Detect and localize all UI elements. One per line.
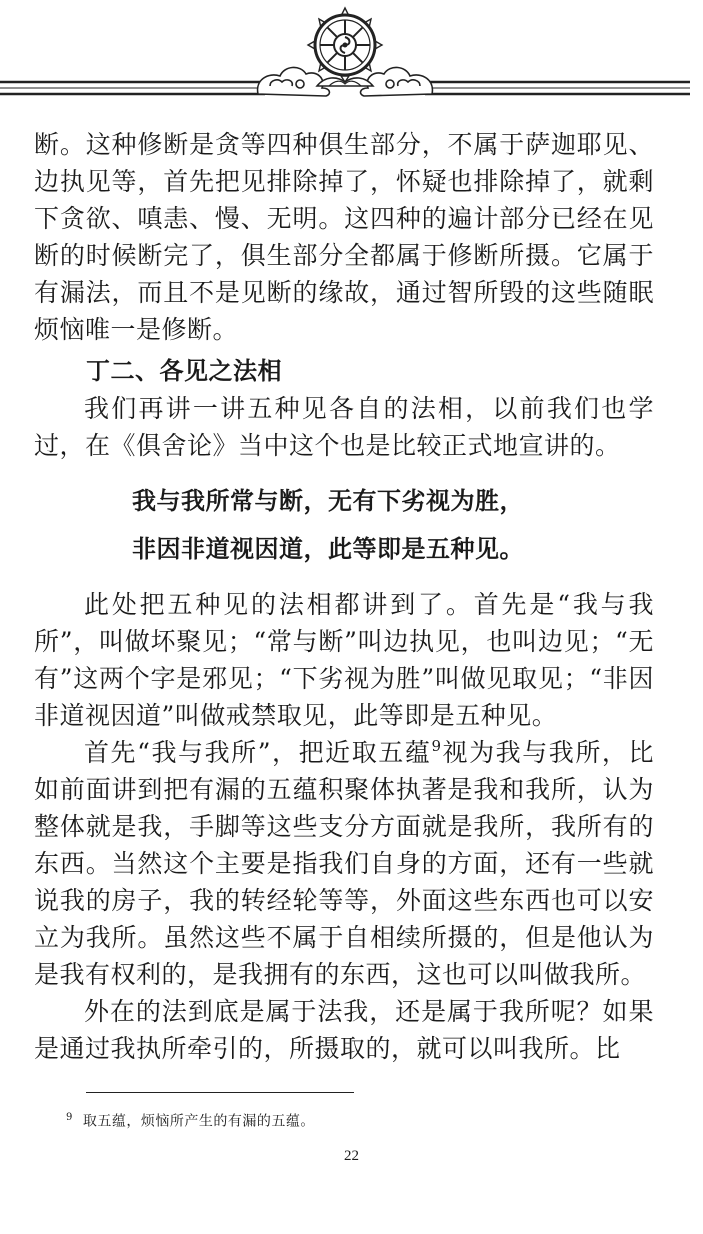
dharma-wheel-icon: [308, 8, 382, 86]
paragraph-4-part-2: 视为我与我所，比如前面讲到把有漏的五蕴积聚体执著是我和我所，认为整体就是我，手脚等这些支分方面就是我所，我所有的东西。当然这个主要是指我们自身的方面，还有一些就说我的房子，我的转经轮等等，外面这些东西也可以安立为我所。虽然这些不属于自相续所摄的，但是他认为是我有权利的，是我拥有的东西，这也可以叫做我所。: [34, 738, 654, 989]
footnote-divider: [86, 1092, 354, 1093]
paragraph-4-part-1: 首先“我与我所”，把近取五蕴: [84, 738, 432, 767]
page-header: [0, 0, 703, 110]
page-number: 22: [344, 1148, 359, 1164]
paragraph-3: 此处把五种见的法相都讲到了。首先是“我与我所”，叫做坏聚见；“常与断”叫边执见，也叫边见；“无有”这两个字是邪见；“下劣视为胜”叫做见取见；“非因非道视因道”叫做戒禁取见，此等即是五种见。: [34, 590, 654, 730]
section-heading: 丁二、各见之法相: [86, 357, 282, 385]
paragraph-4: [34, 734, 654, 993]
verse-line-2: 非因非道视因道，此等即是五种见。: [132, 535, 524, 563]
page-body: [34, 126, 654, 1067]
footnote-marker: 9: [66, 1112, 73, 1123]
paragraph-5: 外在的法到底是属于法我，还是属于我所呢？如果是通过我执所牵引的，所摄取的，就可以叫我所。比: [34, 997, 654, 1063]
paragraph-2: 我们再讲一讲五种见各自的法相，以前我们也学过，在《俱舍论》当中这个也是比较正式地宣讲的。: [34, 394, 654, 460]
footnote-reference[interactable]: 9: [431, 737, 442, 755]
footnote: [66, 1108, 315, 1132]
verse-block: [34, 480, 654, 570]
footnote-text: 取五蕴，烦恼所产生的有漏的五蕴。: [82, 1113, 315, 1130]
verse-line-1: 我与我所常与断，无有下劣视为胜，: [132, 487, 524, 515]
paragraph-1: 断。这种修断是贪等四种俱生部分，不属于萨迦耶见、边执见等，首先把见排除掉了，怀疑也排除掉了，就剩下贪欲、嗔恚、慢、无明。这四种的遍计部分已经在见断的时候断完了，俱生部分全都属于修断所摄。它属于有漏法，而且不是见断的缘故，通过智所毁的这些随眠烦恼唯一是修断。: [34, 130, 654, 344]
header-ornament: [0, 0, 703, 110]
